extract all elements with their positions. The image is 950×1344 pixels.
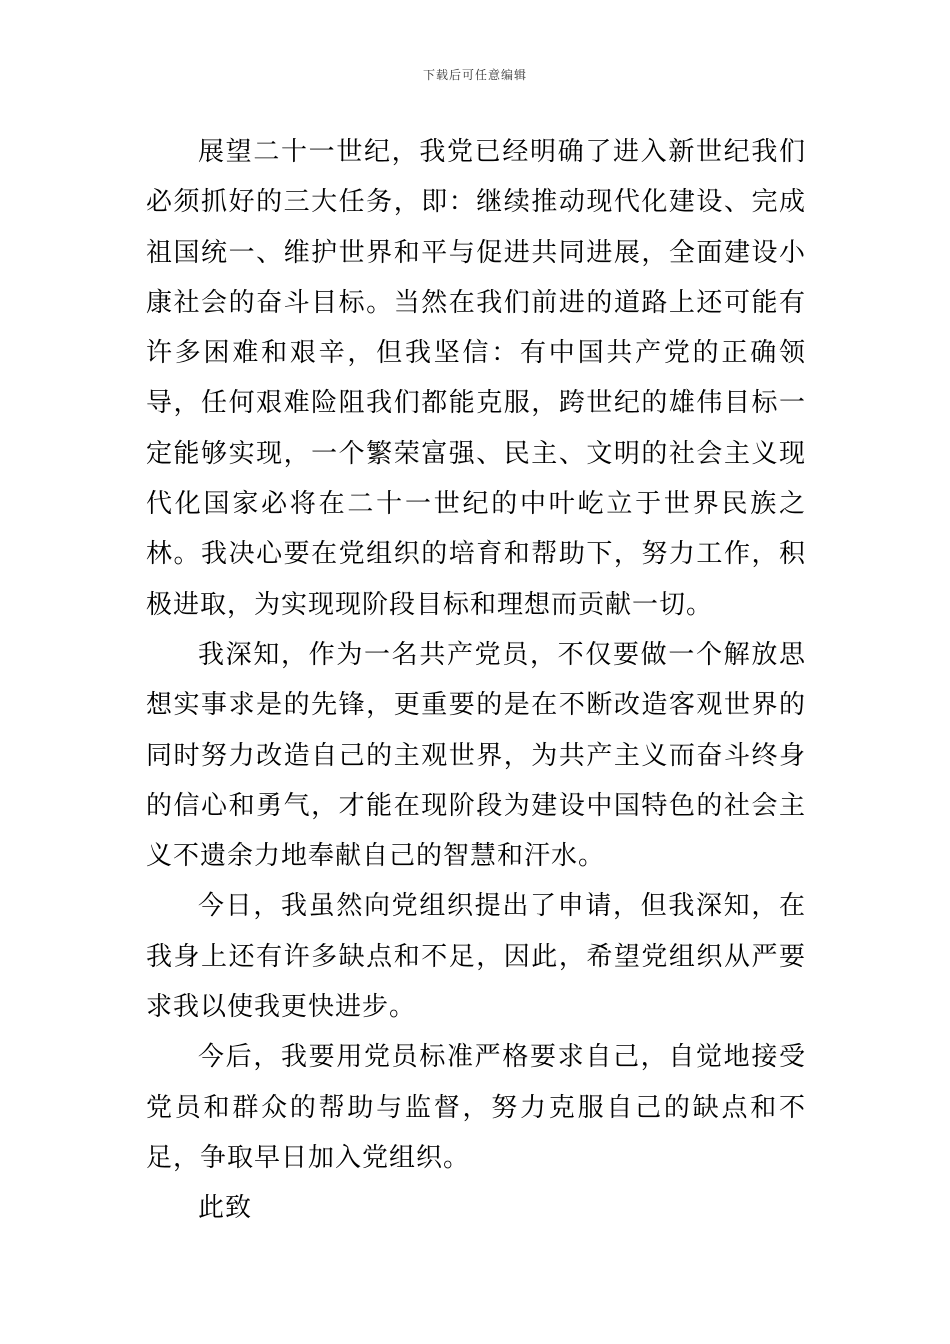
paragraph-2: 我深知，作为一名共产党员，不仅要做一个解放思想实事求是的先锋，更重要的是在不断改造客观世界的同时努力改造自己的主观世界，为共产主义而奋斗终身的信心和勇气，才能在现阶段为建设中国特色的社会主义不遗余力地奉献自己的智慧和汗水。	[146, 639, 806, 872]
document-body	[146, 127, 806, 1234]
paragraph-3: 今日，我虽然向党组织提出了申请，但我深知，在我身上还有许多缺点和不足，因此，希望党组织从严要求我以使我更快进步。	[146, 891, 806, 1023]
paragraph-1: 展望二十一世纪，我党已经明确了进入新世纪我们必须抓好的三大任务，即：继续推动现代化建设、完成祖国统一、维护世界和平与促进共同进展，全面建设小康社会的奋斗目标。当然在我们前进的道路上还可能有许多困难和艰辛，但我坚信：有中国共产党的正确领导，任何艰难险阻我们都能克服，跨世纪的雄伟目标一定能够实现，一个繁荣富强、民主、文明的社会主义现代化国家必将在二十一世纪的中叶屹立于世界民族之林。我决心要在党组织的培育和帮助下，努力工作，积极进取，为实现现阶段目标和理想而贡献一切。	[146, 137, 806, 620]
paragraph-4: 今后，我要用党员标准严格要求自己，自觉地接受党员和群众的帮助与监督，努力克服自己的缺点和不足，争取早日加入党组织。	[146, 1042, 806, 1173]
header-note: 下载后可任意编辑	[422, 68, 527, 82]
closing-salutation: 此致	[198, 1193, 253, 1224]
